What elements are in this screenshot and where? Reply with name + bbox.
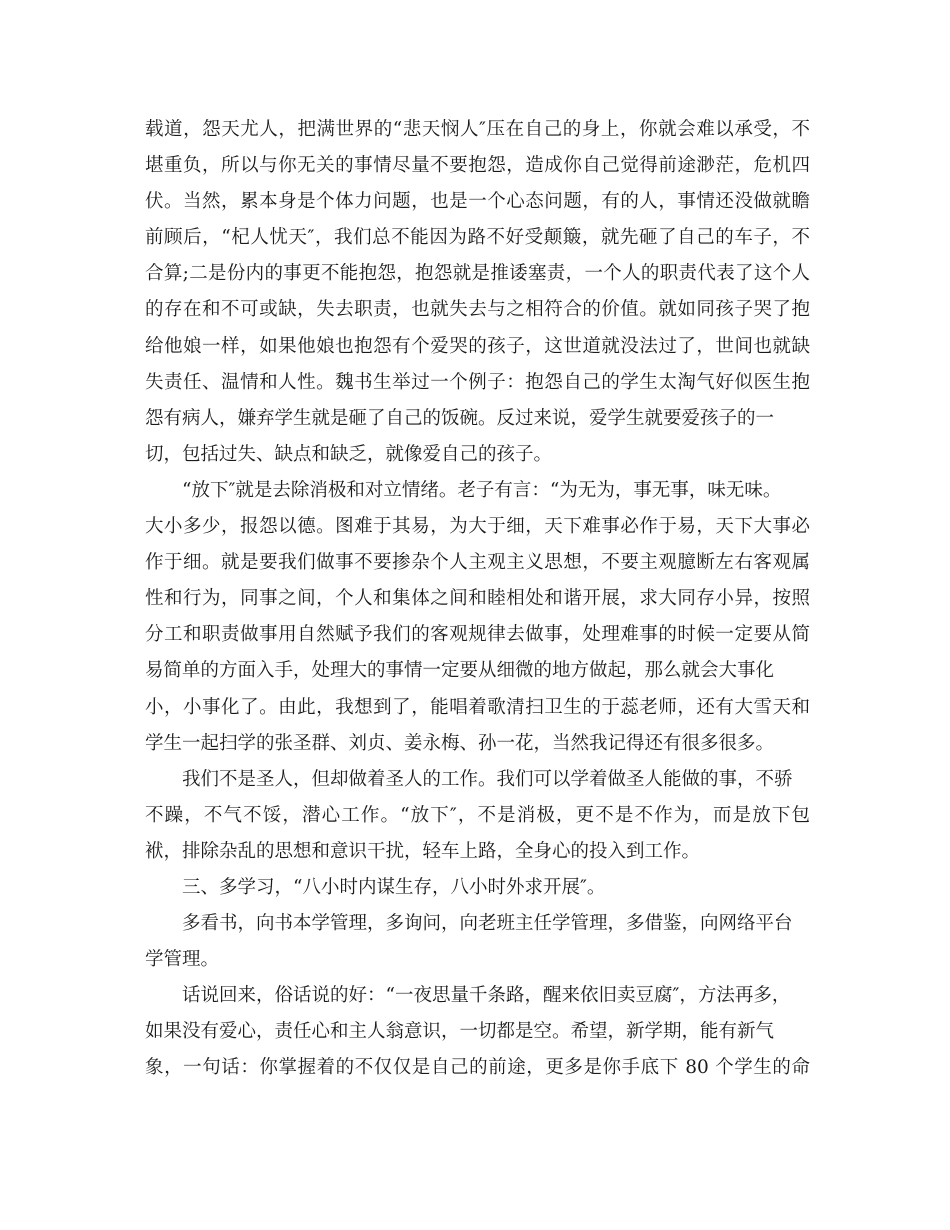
text-line: 伏。当然，累本身是个体力问题，也是一个心态问题，有的人，事情还没做就瞻 xyxy=(145,191,810,213)
text-line: 堪重负，所以与你无关的事情尽量不要抱怨，造成你自己觉得前途渺茫，危机四 xyxy=(145,155,810,177)
text-line: 失责任、温情和人性。魏书生举过一个例子：抱怨自己的学生太淘气好似医生抱 xyxy=(145,371,810,393)
text-line: 性和行为，同事之间，个人和集体之间和睦相处和谐开展，求大同存小异，按照 xyxy=(145,588,810,610)
text-line: 作于细。就是要我们做事不要掺杂个人主观主义思想，不要主观臆断左右客观属 xyxy=(145,552,810,574)
text-line: 怨有病人，嫌弃学生就是砸了自己的饭碗。反过来说，爱学生就要爱孩子的一 xyxy=(145,407,775,429)
text-line: 话说回来，俗话说的好：“一夜思量千条路，醒来依旧卖豆腐″，方法再多， xyxy=(182,985,791,1007)
text-line: 小，小事化了。由此，我想到了，能唱着歌清扫卫生的于蕊老师，还有大雪天和 xyxy=(145,696,810,718)
text-line: 载道，怨天尤人，把满世界的“悲天悯人″压在自己的身上，你就会难以承受，不 xyxy=(145,119,810,140)
text-line: 学管理。 xyxy=(145,949,220,971)
text-line: 大小多少，报怨以德。图难于其易，为大于细，天下难事必作于易，天下大事必 xyxy=(145,516,810,538)
text-line: 易简单的方面入手，处理大的事情一定要从细微的地方做起，那么就会大事化 xyxy=(145,660,775,682)
text-line: 袱，排除杂乱的思想和意识干扰，轻车上路，全身心的投入到工作。 xyxy=(145,840,701,862)
text-line: 合算;二是份内的事更不能抱怨，抱怨就是推诿塞责，一个人的职责代表了这个人 xyxy=(145,263,810,285)
text-line: 分工和职责做事用自然赋予我们的客观规律去做事，处理难事的时候一定要从简 xyxy=(145,624,810,646)
text-line: 象，一句话：你掌握着的不仅仅是自己的前途，更多是你手底下 80 个学生的命 xyxy=(145,1057,810,1079)
text-line: “放下″就是去除消极和对立情绪。老子有言：“为无为，事无事，味无味。 xyxy=(182,479,782,501)
text-line: 多看书，向书本学管理，多询问，向老班主任学管理，多借鉴，向网络平台 xyxy=(182,913,793,935)
text-line: 前顾后，“杞人忧天″，我们总不能因为路不好受颠簸，就先砸了自己的车子，不 xyxy=(145,227,810,249)
section-heading: 三、多学习，“八小时内谋生存，八小时外求开展″。 xyxy=(182,876,606,898)
text-line: 学生一起扫学的张圣群、刘贞、姜永梅、孙一花，当然我记得还有很多很多。 xyxy=(145,732,775,754)
text-line: 切，包括过失、缺点和缺乏，就像爱自己的孩子。 xyxy=(145,443,553,465)
text-line: 的存在和不可或缺，失去职责，也就失去与之相符合的价值。就如同孩子哭了抱 xyxy=(145,299,810,321)
text-line: 我们不是圣人，但却做着圣人的工作。我们可以学着做圣人能做的事，不骄 xyxy=(182,768,793,790)
text-line: 如果没有爱心，责任心和主人翁意识，一切都是空。希望，新学期，能有新气 xyxy=(145,1021,775,1043)
text-line: 给他娘一样，如果他娘也抱怨有个爱哭的孩子，这世道就没法过了，世间也就缺 xyxy=(145,335,810,357)
text-line: 不躁，不气不馁，潜心工作。“放下″，不是消极，更不是不作为，而是放下包 xyxy=(145,804,810,826)
body-text xyxy=(145,112,810,1087)
